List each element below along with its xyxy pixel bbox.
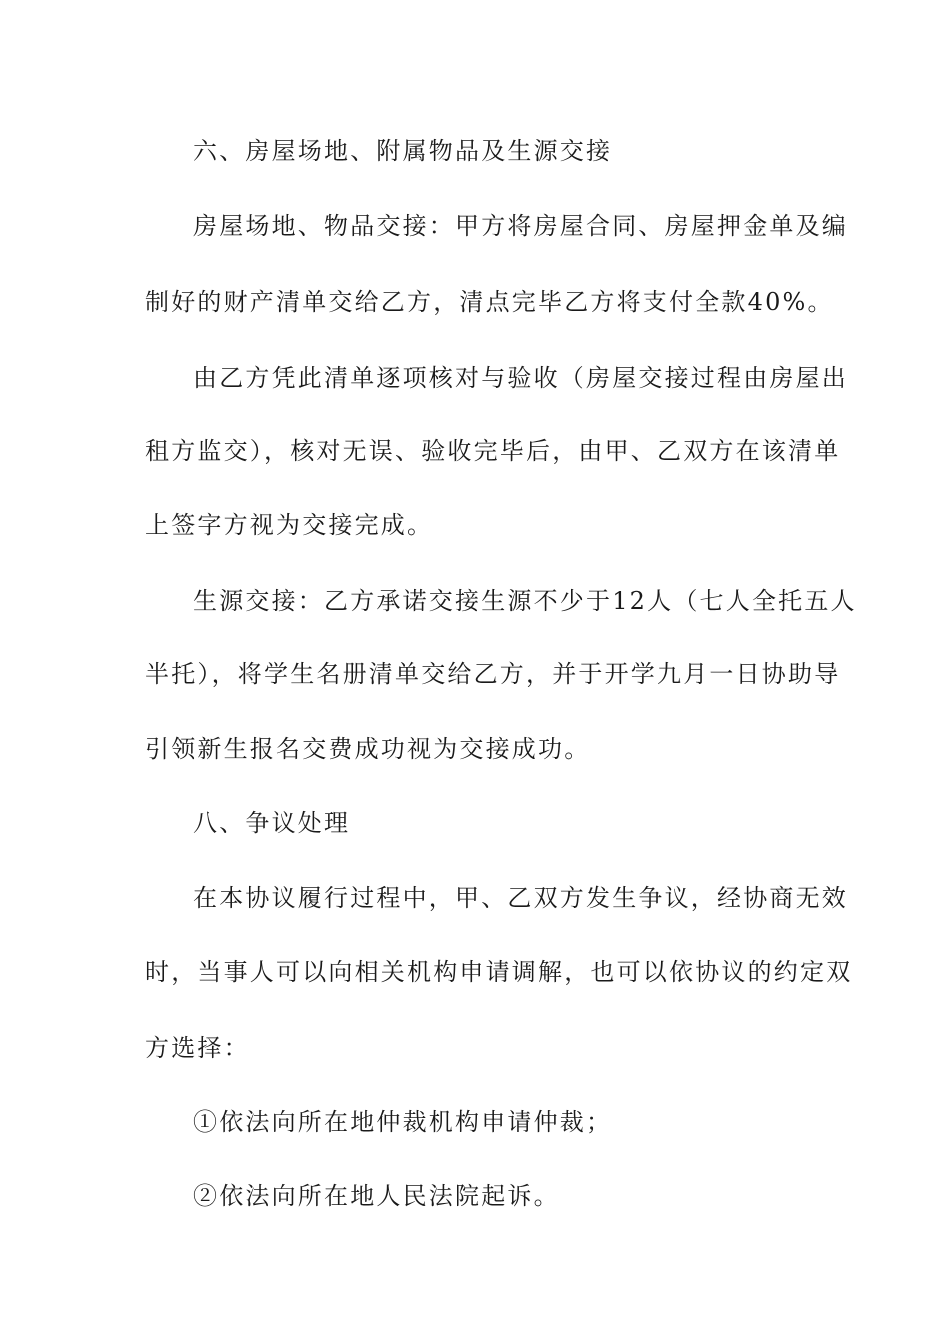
paragraph-line: 生源交接：乙方承诺交接生源不少于12人（七人全托五人 [193,587,857,615]
paragraph-line: 上签字方视为交接完成。 [145,511,434,539]
section-heading-dispute: 八、争议处理 [193,809,351,837]
paragraph-line: 制好的财产清单交给乙方，清点完毕乙方将支付全款40%。 [145,288,834,316]
paragraph-line: 半托），将学生名册清单交给乙方，并于开学九月一日协助导 [145,660,841,688]
paragraph-line: 由乙方凭此清单逐项核对与验收（房屋交接过程由房屋出 [193,364,848,392]
section-heading-handover: 六、房屋场地、附属物品及生源交接 [193,137,613,165]
paragraph-line: 在本协议履行过程中，甲、乙双方发生争议，经协商无效 [193,884,848,912]
list-item: ②依法向所在地人民法院起诉。 [193,1182,560,1210]
paragraph-line: 方选择： [145,1034,250,1062]
paragraph-line: 房屋场地、物品交接：甲方将房屋合同、房屋押金单及编 [193,212,848,240]
paragraph-line: 时，当事人可以向相关机构申请调解，也可以依协议的约定双 [145,958,853,986]
paragraph-line: 租方监交），核对无误、验收完毕后，由甲、乙双方在该清单 [145,437,841,465]
list-item: ①依法向所在地仲裁机构申请仲裁； [193,1108,613,1136]
paragraph-line: 引领新生报名交费成功视为交接成功。 [145,735,591,763]
